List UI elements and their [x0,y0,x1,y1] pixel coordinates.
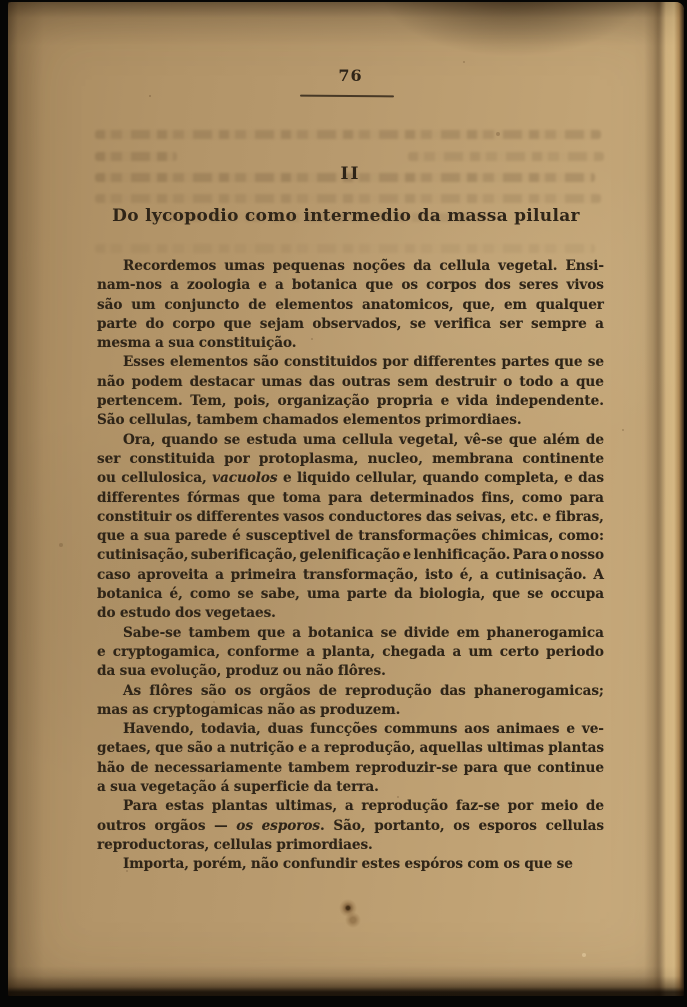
page-bottom-edge-shadow [8,976,684,996]
text-line: a sua vegetação á superficie da terra. [97,779,379,796]
text-line: Ora, quando se estuda uma cellula vegetal, vê-se que além de [123,431,604,448]
text-line: não podem destacar umas das outras sem destruir o todo a que [97,373,604,390]
page-right-edge [644,2,684,996]
paper-specks [8,2,10,4]
chapter-number: II [340,164,361,184]
text-line: caso aproveita a primeira transformação, isto é, a cutinisação. A [97,566,604,583]
text-line: da sua evolução, produz ou não flôres. [97,663,386,680]
bleedthrough-text [95,130,601,139]
chapter-title: Do lycopodio como intermedio da massa pilular [112,206,580,226]
text-line: outros orgãos — os esporos. São, portanto, os esporos cellulas [97,817,604,834]
text-line: São cellulas, tambem chamados elementos primordiaes. [97,412,522,429]
bleedthrough-text [95,194,601,203]
text-line: reproductoras, cellulas primordiaes. [97,836,373,853]
text-line: que a sua parede é susceptivel de transformações chimicas, como: [97,528,604,545]
text-line: differentes fórmas que toma para determinados fins, como para [97,489,604,506]
ink-stain [338,898,364,928]
bleedthrough-text [95,244,595,253]
bleedthrough-text [408,152,604,161]
text-line: pertencem. Tem, pois, organização propria e vida independente. [97,393,604,410]
text-line: Para estas plantas ultimas, a reprodução faz-se por meio de [123,798,604,815]
page-number-rule [300,95,394,98]
page-number: 76 [338,66,363,85]
text-line: hão de necessariamente tambem reproduzir-se para que continue [97,759,604,776]
text-line: Sabe-se tambem que a botanica se divide em phanerogamica [123,624,604,641]
text-line: parte do corpo que sejam observados, se verifica ser sempre a [97,315,604,332]
text-line: getaes, que são a nutrição e a reprodução, aquellas ultimas plantas [97,740,604,757]
bleedthrough-text [95,152,177,161]
text-line: e cryptogamica, conforme a planta, chegada a um certo periodo [97,643,604,660]
text-line: Importa, porém, não confundir estes espóros com os que se [123,856,573,873]
text-line: As flôres são os orgãos de reprodução das phanerogamicas; [123,682,604,699]
text-line: ser constituida por protoplasma, nucleo, membrana continente [97,450,604,467]
text-line: botanica é, como se sabe, uma parte da biologia, que se occupa [97,586,604,603]
text-line: são um conjuncto de elementos anatomicos, que, em qualquer [97,296,604,313]
text-line: mas as cryptogamicas não as produzem. [97,701,401,718]
book-page [8,2,684,996]
text-line: nam-nos a zoologia e a botanica que os corpos dos seres vivos [97,277,604,294]
text-line: do estudo dos vegetaes. [97,605,276,622]
text-line: Havendo, todavia, duas funcções communs aos animaes e ve- [123,721,604,738]
body-text [97,257,604,875]
text-line: mesma a sua constituição. [97,335,297,352]
text-line: constituir os differentes vasos conductores das seivas, etc. e fibras, [97,508,604,525]
text-line: ou cellulosica, vacuolos e liquido cellular, quando completa, e das [97,470,604,487]
text-line: Esses elementos são constituidos por differentes partes que se [123,354,604,371]
text-line: Recordemos umas pequenas noções da cellula vegetal. Ensi- [123,258,604,274]
text-line: cutinisação, suberificação, gelenificação e lenhificação. Para o nosso [97,547,604,564]
